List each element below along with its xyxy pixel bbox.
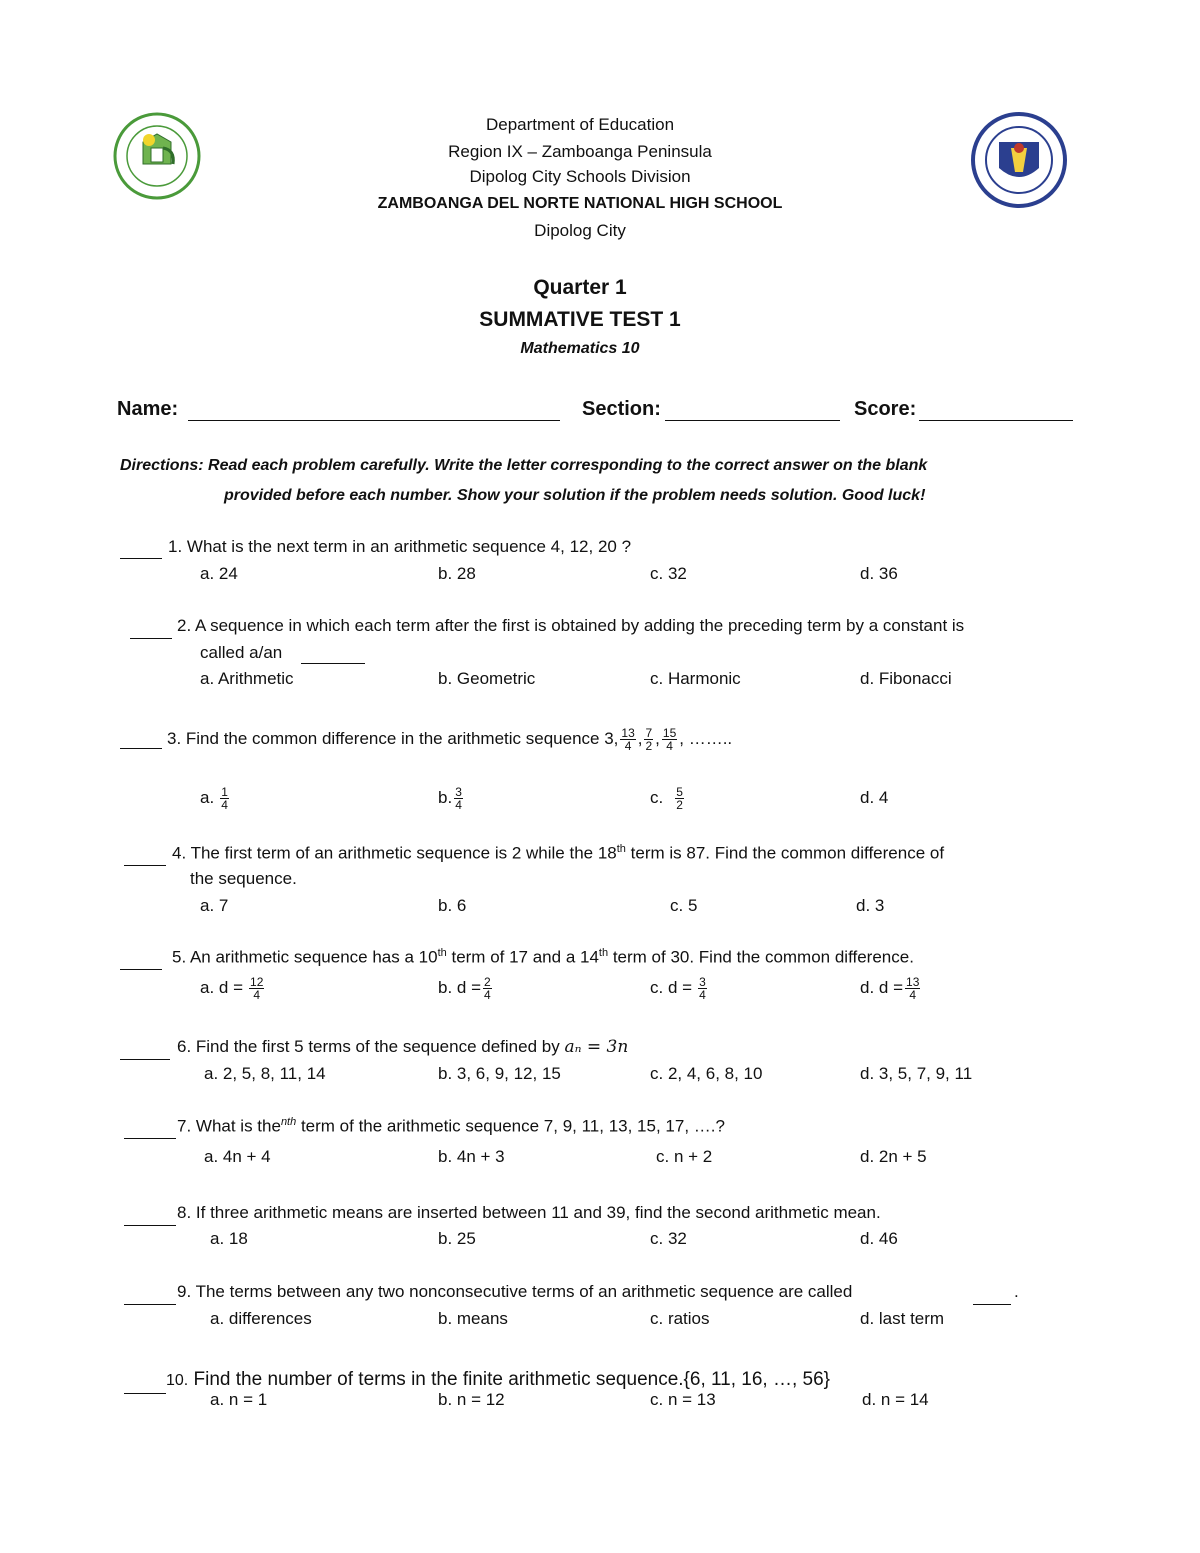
answer-blank-7[interactable]	[124, 1124, 176, 1139]
q3-seq-term-4-num: 15	[662, 725, 677, 740]
q2-option-c: c. Harmonic	[650, 669, 741, 688]
question-1: 1. What is the next term in an arithmetic sequence 4, 12, 20 ?	[168, 537, 632, 556]
q10-option-b: b. n = 12	[438, 1390, 505, 1409]
q3-option-c	[650, 780, 686, 816]
q7-superscript: nth	[280, 1116, 297, 1128]
section-blank[interactable]	[665, 406, 840, 421]
q8-option-a: a. 18	[210, 1229, 248, 1248]
q3-seq-tail: , ……..	[679, 729, 733, 748]
question-9: 9. The terms between any two nonconsecutive terms of an arithmetic sequence are called	[177, 1282, 853, 1301]
directions-line-1: Directions: Read each problem carefully. Write the letter corresponding to the correct answer on the blank	[120, 457, 928, 474]
answer-blank-5[interactable]	[120, 955, 162, 970]
question-4-line-2: the sequence.	[190, 869, 297, 888]
header-city: Dipolog City	[534, 221, 626, 240]
q3-option-c-num: 5	[676, 784, 683, 799]
q5-option-c-den: 4	[699, 987, 706, 1002]
question-4	[172, 843, 944, 864]
question-8: 8. If three arithmetic means are inserted between 11 and 39, find the second arithmetic mean.	[177, 1203, 881, 1222]
q8-option-d: d. 46	[860, 1229, 898, 1248]
quarter-title: Quarter 1	[533, 276, 627, 299]
q5-option-c-frac	[698, 976, 707, 1001]
answer-blank-1[interactable]	[120, 544, 162, 559]
answer-blank-2[interactable]	[130, 624, 172, 639]
q3-option-a-num: 1	[221, 784, 228, 799]
q3-option-c-den: 2	[676, 797, 683, 812]
q8-option-b: b. 25	[438, 1229, 476, 1248]
q3-option-a-label: a.	[200, 788, 215, 807]
question-5-text: 5. An arithmetic sequence has a 10	[172, 947, 438, 967]
q8-option-c: c. 32	[650, 1229, 687, 1248]
q3-seq-term-2-den: 4	[624, 738, 632, 753]
q1-option-c: c. 32	[650, 564, 687, 583]
q5-option-b-den: 4	[484, 987, 491, 1002]
score-label: Score:	[854, 398, 917, 420]
question-5-text-end: term of 30. Find the common difference.	[608, 947, 914, 967]
q10-option-d: d. n = 14	[862, 1390, 929, 1409]
q7-option-a: a. 4n + 4	[204, 1147, 271, 1166]
q5-option-c	[650, 970, 709, 1006]
q4-option-b: b. 6	[438, 896, 467, 915]
answer-blank-3[interactable]	[120, 734, 162, 749]
header-division: Dipolog City Schools Division	[469, 167, 691, 186]
q3-seq-term-4	[662, 727, 677, 752]
q3-seq-term-3	[644, 727, 653, 752]
q3-option-a-den: 4	[221, 797, 228, 812]
q5-option-d	[860, 970, 922, 1006]
q3-seq-term-4-den: 4	[666, 738, 673, 753]
q5-superscript-2: th	[598, 947, 609, 959]
header-school: ZAMBOANGA DEL NORTE NATIONAL HIGH SCHOOL	[377, 195, 783, 212]
question-7	[177, 1116, 725, 1137]
q4-option-c: c. 5	[670, 896, 698, 915]
q3-option-c-frac	[675, 786, 684, 811]
name-blank[interactable]	[188, 406, 560, 421]
q9-fill-blank[interactable]	[973, 1290, 1011, 1305]
q5-option-a-frac	[249, 976, 264, 1001]
q5-option-a	[200, 970, 266, 1006]
q7-option-c: c. n + 2	[656, 1147, 713, 1166]
header-region: Region IX – Zamboanga Peninsula	[448, 142, 712, 161]
q4-superscript: th	[616, 843, 626, 855]
q6-option-a: a. 2, 5, 8, 11, 14	[204, 1064, 326, 1083]
question-2-line-2: called a/an	[200, 643, 283, 662]
q2-option-b: b. Geometric	[438, 669, 536, 688]
question-5-text-mid: term of 17 and a 14	[446, 947, 599, 967]
q2-option-d: d. Fibonacci	[860, 669, 952, 688]
q10-option-a: a. n = 1	[210, 1390, 268, 1409]
subject-title: Mathematics 10	[520, 340, 640, 357]
q5-option-b-label: b. d =	[438, 978, 482, 997]
q6-option-b: b. 3, 6, 9, 12, 15	[438, 1064, 561, 1083]
question-2-line-1: 2. A sequence in which each term after the first is obtained by adding the preceding term by a constant is	[177, 616, 965, 635]
q1-option-a: a. 24	[200, 564, 238, 583]
q3-seq-term-2	[620, 727, 635, 752]
header-department: Department of Education	[485, 115, 675, 134]
question-7-text-end: term of the arithmetic sequence 7, 9, 11, 13, 15, 17, ….?	[296, 1116, 725, 1136]
q3-option-b-frac	[454, 786, 463, 811]
name-label: Name:	[117, 398, 179, 420]
q5-option-b-num: 2	[484, 974, 491, 989]
q5-option-a-num: 12	[250, 974, 264, 989]
section-label: Section:	[582, 398, 661, 420]
q3-option-c-label: c.	[650, 788, 664, 807]
q3-option-b-den: 4	[455, 797, 462, 812]
q5-option-a-label: a. d =	[200, 978, 244, 997]
q5-option-c-label: c. d =	[650, 978, 693, 997]
q4-option-a: a. 7	[200, 896, 229, 915]
directions-line-2: provided before each number. Show your solution if the problem needs solution. Good luck!	[224, 487, 926, 504]
q3-seq-term-3-den: 2	[645, 738, 653, 753]
score-blank[interactable]	[919, 406, 1073, 421]
q1-option-d: d. 36	[860, 564, 898, 583]
q9-option-c: c. ratios	[650, 1309, 710, 1328]
q6-option-d: d. 3, 5, 7, 9, 11	[860, 1064, 973, 1083]
q10-option-c: c. n = 13	[650, 1390, 716, 1409]
question-10-number: 10.	[166, 1372, 189, 1389]
answer-blank-4[interactable]	[124, 851, 166, 866]
question-9-end: .	[1014, 1282, 1019, 1301]
question-10	[166, 1369, 830, 1391]
q2-fill-blank[interactable]	[301, 649, 365, 664]
q3-option-b	[438, 780, 465, 816]
q3-option-b-num: 3	[455, 784, 462, 799]
q3-seq-term-2-num: 13	[621, 725, 635, 740]
question-3-text: 3. Find the common difference in the arithmetic sequence 3,	[167, 729, 619, 748]
answer-blank-8[interactable]	[124, 1211, 176, 1226]
answer-blank-6[interactable]	[120, 1045, 170, 1060]
q5-option-b	[438, 970, 494, 1006]
q4-option-d: d. 3	[856, 896, 885, 915]
question-7-text: 7. What is the	[177, 1116, 281, 1136]
question-6	[177, 1037, 628, 1057]
q5-option-d-num: 13	[906, 974, 920, 989]
q5-option-b-frac	[483, 976, 492, 1001]
q5-option-d-label: d. d =	[860, 978, 904, 997]
q3-option-d: d. 4	[860, 788, 889, 807]
q6-formula: aₙ = 3n	[564, 1037, 629, 1057]
test-title: SUMMATIVE TEST 1	[479, 308, 681, 331]
q5-option-d-frac	[905, 976, 920, 1001]
q9-option-b: b. means	[438, 1309, 508, 1328]
answer-blank-10[interactable]	[124, 1379, 166, 1394]
q5-option-d-den: 4	[909, 987, 917, 1002]
q5-superscript-1: th	[437, 947, 447, 959]
q9-option-a: a. differences	[210, 1309, 312, 1328]
question-6-text: 6. Find the first 5 terms of the sequence defined by	[177, 1037, 560, 1056]
answer-blank-9[interactable]	[124, 1290, 176, 1305]
q7-option-b: b. 4n + 3	[438, 1147, 505, 1166]
q2-option-a: a. Arithmetic	[200, 669, 294, 688]
question-5	[172, 947, 914, 968]
q5-option-c-num: 3	[699, 974, 706, 989]
q6-option-c: c. 2, 4, 6, 8, 10	[650, 1064, 763, 1083]
q7-option-d: d. 2n + 5	[860, 1147, 927, 1166]
question-10-text: Find the number of terms in the finite arithmetic sequence.{6, 11, 16, …, 56}	[188, 1369, 831, 1390]
question-4-text-end: term is 87. Find the common difference of	[625, 843, 945, 863]
q9-option-d: d. last term	[860, 1309, 945, 1328]
question-4-text: 4. The first term of an arithmetic sequence is 2 while the 18	[172, 843, 617, 863]
q3-option-a	[200, 780, 231, 816]
question-3: 3. Find the common difference in the arithmetic sequence 3, $\frac{13}{4}$ , $\frac{7}{2}$ , $\frac{15}{4}$ , ……..	[167, 725, 733, 753]
q1-option-b: b. 28	[438, 564, 476, 583]
q3-option-a-frac	[220, 786, 229, 811]
q5-option-a-den: 4	[253, 987, 261, 1002]
q3-seq-term-3-num: 7	[645, 725, 653, 740]
q3-option-b-label: b.	[438, 788, 453, 807]
